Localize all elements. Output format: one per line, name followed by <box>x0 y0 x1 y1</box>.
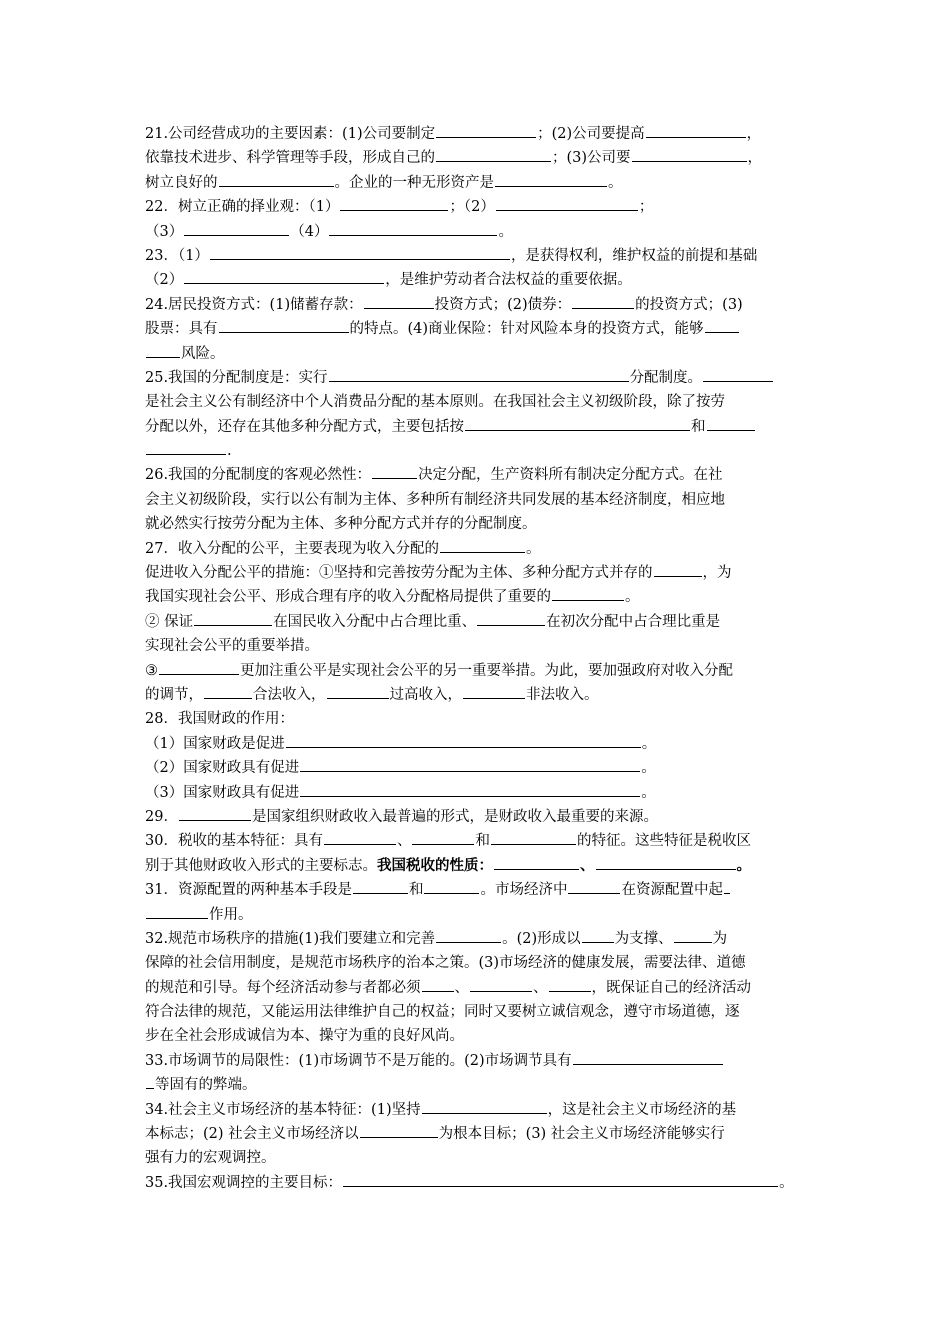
fill-in-blank <box>646 122 746 138</box>
fill-in-blank <box>219 171 334 187</box>
text-segment: 股票：具有 <box>145 321 218 338</box>
text-segment: ② 保证 <box>145 613 194 630</box>
text-line <box>145 1146 813 1170</box>
text-segment: 。 <box>641 735 657 752</box>
text-line <box>145 1171 813 1195</box>
text-segment: 。 <box>625 589 640 606</box>
text-line <box>145 659 813 683</box>
fill-in-blank <box>724 878 730 894</box>
bold-text-segment: 我国税收的性质： <box>377 856 493 874</box>
text-segment: 32.规范市场秩序的措施(1)我们要建立和完善 <box>145 930 436 947</box>
fill-in-blank <box>552 585 624 601</box>
text-line <box>145 293 813 317</box>
text-line <box>145 805 813 829</box>
fill-in-blank <box>422 976 454 992</box>
text-segment: 保障的社会信用制度，是规范市场秩序的治本之策。(3)市场经济的健康发展，需要法律、道德 <box>145 955 746 972</box>
text-line <box>145 342 813 366</box>
text-segment: 树立良好的 <box>145 174 218 191</box>
text-segment: 34.社会主义市场经济的基本特征：(1)坚持 <box>145 1101 421 1118</box>
fill-in-blank <box>184 220 289 236</box>
text-line <box>145 1122 813 1146</box>
text-segment: （3） <box>145 223 184 240</box>
text-segment: 是国家组织财政收入最普遍的形式，是财政收入最重要的来源。 <box>251 808 658 825</box>
text-segment: 风险。 <box>181 345 225 362</box>
fill-in-blank <box>146 342 180 358</box>
text-segment: 就必然实行按劳分配为主体、多种分配方式并存的分配制度。 <box>145 516 537 533</box>
fill-in-blank <box>436 927 501 943</box>
fill-in-blank <box>703 366 773 382</box>
text-line <box>145 171 813 195</box>
text-line <box>145 756 813 780</box>
text-segment: ，是获得权利，维护权益的前提和基础 <box>510 247 758 264</box>
fill-in-blank <box>412 829 474 845</box>
text-line <box>145 976 813 1000</box>
text-segment: 30．税收的基本特征：具有 <box>145 833 323 850</box>
text-line <box>145 195 813 219</box>
text-segment: 本标志；(2) 社会主义市场经济以 <box>145 1126 359 1143</box>
text-segment: 强有力的宏观调控。 <box>145 1150 276 1167</box>
text-segment: 等固有的弊端。 <box>155 1077 257 1094</box>
fill-in-blank <box>210 244 510 260</box>
fill-in-blank <box>204 683 252 699</box>
text-segment: ，为 <box>702 565 732 582</box>
text-line <box>145 927 813 951</box>
text-segment: 分配制度。 <box>629 369 703 386</box>
text-segment: 。市场经济中 <box>480 882 568 899</box>
fill-in-blank <box>496 195 638 211</box>
text-segment: 决定分配，生产资料所有制决定分配方式。在社 <box>418 467 723 484</box>
fill-in-blank <box>674 927 712 943</box>
text-segment: 26.我国的分配制度的客观必然性： <box>145 467 372 484</box>
fill-in-blank <box>353 878 408 894</box>
text-line <box>145 1073 813 1097</box>
text-line <box>145 634 813 658</box>
text-line <box>145 781 813 805</box>
text-segment: 、 <box>454 979 469 996</box>
text-segment: 33.市场调节的局限性：(1)市场调节不是万能的。(2)市场调节具有 <box>145 1052 572 1069</box>
text-segment: ；(3)公司要 <box>552 150 631 167</box>
fill-in-blank <box>343 1171 778 1187</box>
fill-in-blank <box>329 220 497 236</box>
fill-in-blank <box>494 854 579 870</box>
text-segment: 和 <box>408 882 424 899</box>
text-segment: 和 <box>691 418 706 435</box>
text-segment: 24.居民投资方式：(1)储蓄存款： <box>145 296 363 313</box>
fill-in-blank <box>364 293 434 309</box>
fill-in-blank <box>440 537 525 553</box>
text-segment: 和 <box>475 833 490 850</box>
text-segment: 作用。 <box>209 906 253 923</box>
text-segment: 、 <box>396 833 412 850</box>
text-segment: 别于其他财政收入形式的主要标志。 <box>145 857 377 874</box>
text-segment: 。企业的一种无形资产是 <box>334 174 494 191</box>
text-segment: ③ <box>145 662 158 679</box>
fill-in-blank <box>219 317 349 333</box>
fill-in-blank <box>572 293 634 309</box>
text-line <box>145 878 813 902</box>
text-segment: 在初次分配中占合理比重是 <box>546 613 721 630</box>
fill-in-blank <box>372 463 417 479</box>
text-line <box>145 415 813 439</box>
text-segment: ， <box>747 150 763 167</box>
text-segment: （2）国家财政具有促进 <box>145 760 300 777</box>
text-segment: 。(2)形成以 <box>502 930 581 947</box>
fill-in-blank <box>491 829 576 845</box>
text-line <box>145 220 813 244</box>
text-segment: 23．（1） <box>145 247 209 264</box>
document-page <box>145 122 813 1195</box>
bold-text-segment: 、 <box>580 856 595 874</box>
text-segment: 的特点。(4)商业保险：针对风险本身的投资方式，能够 <box>349 321 704 338</box>
text-line <box>145 683 813 707</box>
text-segment: 的投资方式；(3) <box>635 296 743 313</box>
fill-in-blank <box>436 146 551 162</box>
text-line <box>145 244 813 268</box>
fill-in-blank <box>463 683 525 699</box>
fill-in-blank <box>194 610 272 626</box>
fill-in-blank <box>705 317 739 333</box>
text-segment: ；(2)公司要提高 <box>537 126 645 142</box>
text-segment: 35.我国宏观调控的主要目标： <box>145 1174 343 1191</box>
text-line <box>145 854 813 878</box>
text-segment: 合法收入， <box>253 686 326 703</box>
fill-in-blank <box>436 122 536 138</box>
text-segment: ，这是社会主义市场经济的基 <box>547 1101 737 1118</box>
text-segment: 分配以外，还存在其他多种分配方式，主要包括按 <box>145 418 464 435</box>
text-segment: 的特征。这些特征是税收区 <box>576 833 751 850</box>
fill-in-blank <box>568 878 620 894</box>
text-segment: 我国实现社会公平、形成合理有序的收入分配格局提供了重要的 <box>145 589 551 606</box>
fill-in-blank <box>179 805 251 821</box>
text-segment: 非法收入。 <box>526 686 599 703</box>
text-segment: （4） <box>290 223 329 240</box>
text-line <box>145 122 813 146</box>
text-line <box>145 537 813 561</box>
text-segment: 。 <box>608 174 623 191</box>
text-segment: ； <box>638 199 654 216</box>
text-line <box>145 146 813 170</box>
fill-in-blank <box>300 756 640 772</box>
text-segment: ，是维护劳动者合法权益的重要依据。 <box>385 272 632 289</box>
fill-in-blank <box>582 927 614 943</box>
text-segment: （1）国家财政是促进 <box>145 735 285 752</box>
text-line <box>145 268 813 292</box>
text-segment: （3）国家财政具有促进 <box>145 784 300 801</box>
text-segment: 。 <box>641 760 656 777</box>
text-segment: 21.公司经营成功的主要因素：(1)公司要制定 <box>145 126 436 142</box>
text-segment: 促进收入分配公平的措施：①坚持和完善按劳分配为主体、多种分配方式并存的 <box>145 565 653 582</box>
fill-in-blank <box>596 854 736 870</box>
text-segment: ， <box>746 126 762 142</box>
fill-in-blank <box>573 1049 723 1065</box>
fill-in-blank <box>422 1098 547 1114</box>
text-line <box>145 561 813 585</box>
fill-in-blank <box>329 366 629 382</box>
text-segment: 在资源配置中起 <box>621 882 723 899</box>
text-segment: 实现社会公平的重要举措。 <box>145 638 319 655</box>
fill-in-blank <box>632 146 747 162</box>
fill-in-blank <box>477 610 545 626</box>
text-segment: 步在全社会形成诚信为本、操守为重的良好风尚。 <box>145 1028 464 1045</box>
text-line <box>145 1098 813 1122</box>
fill-in-blank <box>146 439 226 455</box>
fill-in-blank <box>495 171 607 187</box>
text-line <box>145 903 813 927</box>
fill-in-blank <box>159 659 239 675</box>
text-segment: （2） <box>145 272 184 289</box>
text-segment: 是社会主义公有制经济中个人消费品分配的基本原则。在我国社会主义初级阶段，除了按劳 <box>145 394 725 411</box>
fill-in-blank <box>470 976 532 992</box>
text-line <box>145 512 813 536</box>
text-segment: 25.我国的分配制度是：实行 <box>145 369 328 386</box>
text-line <box>145 1000 813 1024</box>
fill-in-blank <box>465 415 690 431</box>
text-segment: 投资方式；(2)债券： <box>434 296 572 313</box>
text-segment: 。 <box>641 784 656 801</box>
text-segment: 。 <box>498 223 513 240</box>
fill-in-blank <box>327 683 389 699</box>
text-line <box>145 585 813 609</box>
text-segment: 符合法律的规范，又能运用法律维护自己的权益；同时又要树立诚信观念，遵守市场道德，逐 <box>145 1004 740 1021</box>
fill-in-blank <box>549 976 591 992</box>
text-line <box>145 366 813 390</box>
bold-text-segment: 。 <box>736 856 751 874</box>
text-line <box>145 951 813 975</box>
fill-in-blank <box>300 781 640 797</box>
text-line <box>145 829 813 853</box>
text-line <box>145 732 813 756</box>
text-line <box>145 463 813 487</box>
fill-in-blank <box>146 903 208 919</box>
text-segment: 29． <box>145 808 178 825</box>
text-line <box>145 1024 813 1048</box>
fill-in-blank <box>146 1073 154 1089</box>
text-segment: 会主义初级阶段，实行以公有制为主体、多种所有制经济共同发展的基本经济制度，相应地 <box>145 491 725 508</box>
text-line <box>145 439 813 463</box>
text-segment: 的调节， <box>145 686 203 703</box>
text-segment: 28．我国财政的作用： <box>145 711 294 728</box>
text-segment: 22．树立正确的择业观：（1） <box>145 199 340 216</box>
text-segment: 、 <box>533 979 548 996</box>
fill-in-blank <box>424 878 479 894</box>
text-segment: 31．资源配置的两种基本手段是 <box>145 882 352 899</box>
text-segment: ；（2） <box>449 199 495 216</box>
text-segment: 在国民收入分配中占合理比重、 <box>273 613 477 630</box>
text-segment: 。 <box>525 540 541 557</box>
text-segment: 过高收入， <box>389 686 462 703</box>
text-line <box>145 488 813 512</box>
text-segment: 为根本目标；(3) 社会主义市场经济能够实行 <box>438 1126 725 1143</box>
fill-in-blank <box>324 829 396 845</box>
text-segment: 为 <box>712 930 728 947</box>
text-segment: 更加注重公平是实现社会公平的另一重要举措。为此，要加强政府对收入分配 <box>240 662 733 679</box>
text-segment: 27．收入分配的公平，主要表现为收入分配的 <box>145 540 439 557</box>
text-segment: 依靠技术进步、科学管理等手段，形成自己的 <box>145 150 435 167</box>
text-segment: 的规范和引导。每个经济活动参与者都必须 <box>145 979 421 996</box>
text-segment: 。 <box>779 1174 794 1191</box>
fill-in-blank <box>654 561 702 577</box>
text-segment: ，既保证自己的经济活动 <box>591 979 751 996</box>
fill-in-blank <box>184 268 384 284</box>
fill-in-blank <box>286 732 641 748</box>
text-line <box>145 317 813 341</box>
text-line <box>145 707 813 731</box>
fill-in-blank <box>707 415 755 431</box>
text-segment: . <box>227 443 232 460</box>
fill-in-blank <box>360 1122 438 1138</box>
text-line <box>145 610 813 634</box>
text-segment: 为支撑、 <box>614 930 673 947</box>
text-line <box>145 390 813 414</box>
fill-in-blank <box>340 195 448 211</box>
text-line <box>145 1049 813 1073</box>
